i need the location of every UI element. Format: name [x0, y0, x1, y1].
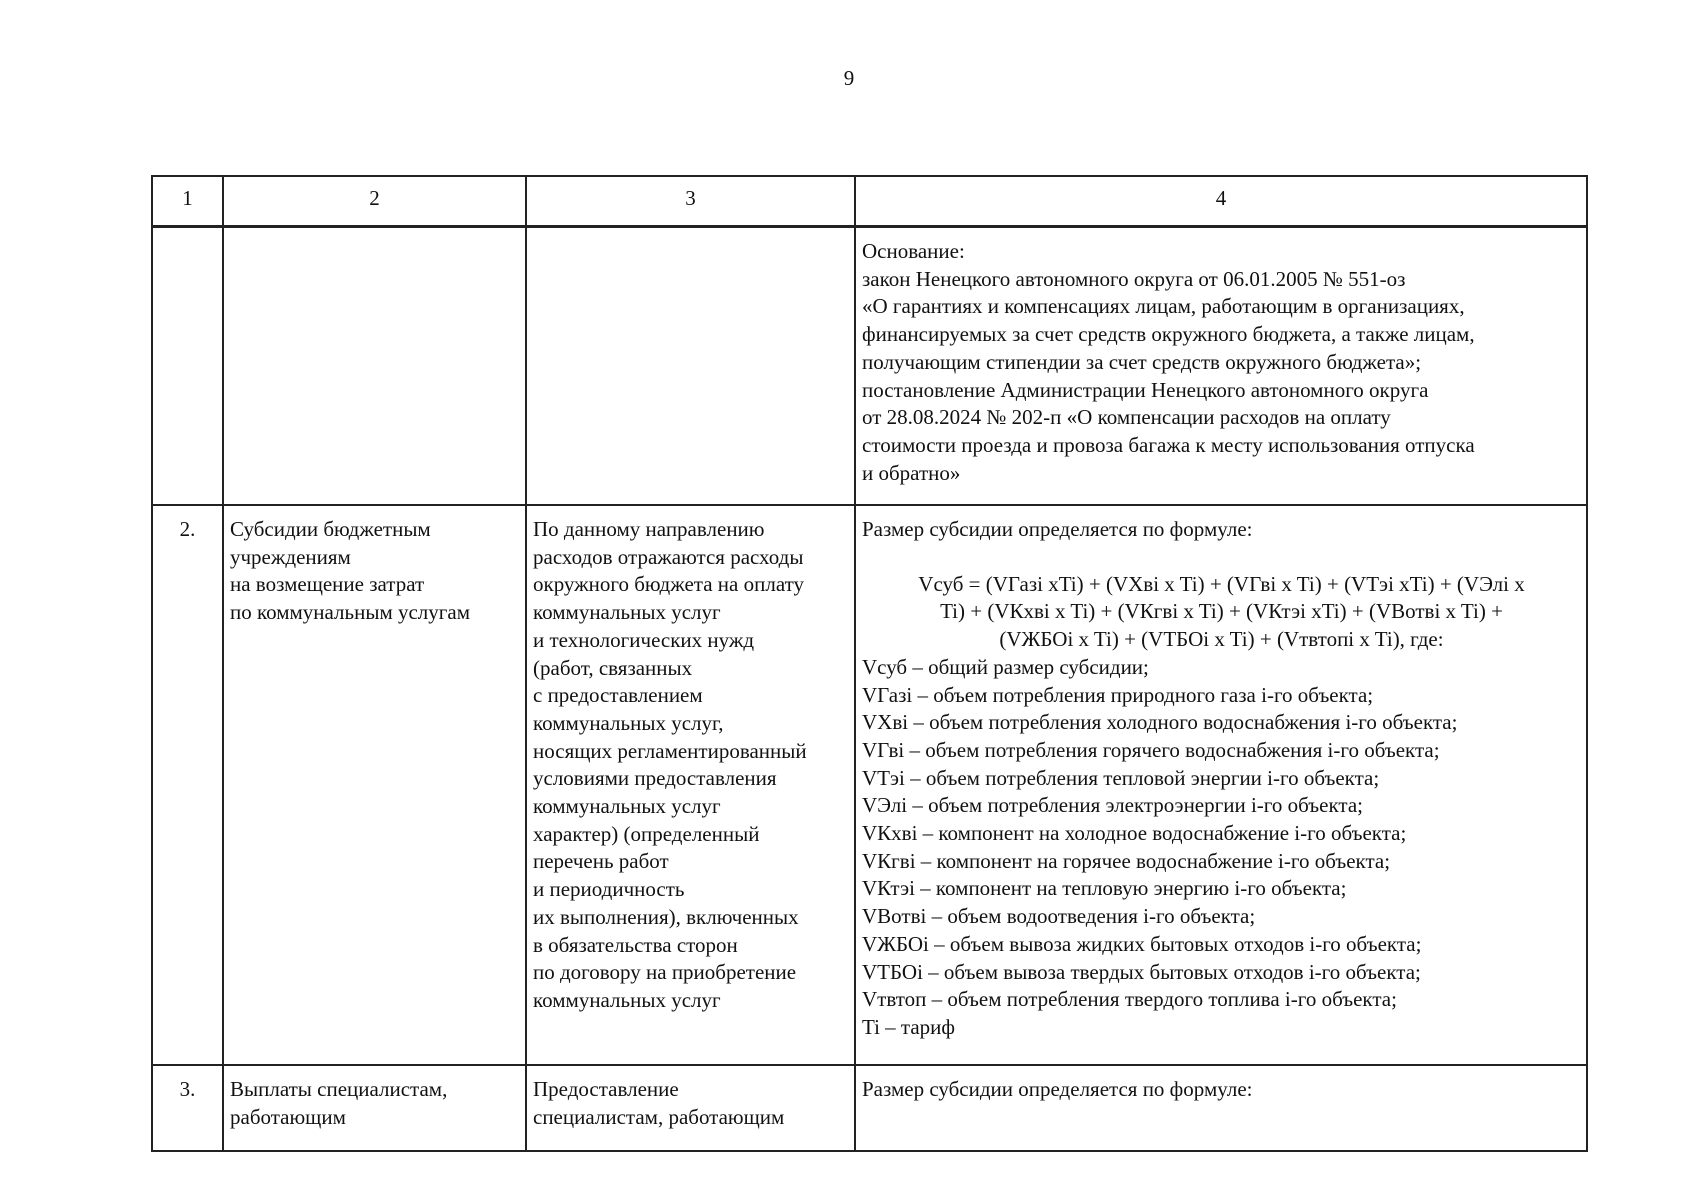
definition-line: VТБОi – объем вывоза твердых бытовых отходов i-го объекта;: [862, 959, 1421, 984]
row-2-number: 2.: [152, 505, 223, 1065]
table-row-basis: [152, 227, 1587, 506]
formula-line: Vсуб = (VГазi хTi) + (VXвi x Ti) + (VГвi x Ti) + (VТэi xTi) + (VЭлi x: [918, 571, 1525, 596]
basis-line: закон Ненецкого автономного округа от 06.01.2005 № 551-оз: [862, 266, 1406, 291]
basis-col-1: [152, 227, 223, 506]
formula-line: Ti) + (VКхвi x Ti) + (VКгвi x Ti) + (VКтэi xTi) + (VВотвi x Ti) +: [940, 599, 1503, 624]
row-2-desc-line: в обязательства сторон: [533, 932, 738, 957]
row-2-desc-line: и периодичность: [533, 877, 685, 902]
row-2-name-line: по коммунальным услугам: [230, 600, 471, 625]
definition-line: VТэi – объем потребления тепловой энергии i-го объекта;: [862, 765, 1380, 790]
row-2-desc-line: коммунальных услуг: [533, 987, 721, 1012]
row-2-formula-cell: [855, 505, 1587, 1065]
row-2-desc-line: условиями предоставления: [533, 766, 777, 791]
header-col-1: 1: [152, 176, 223, 227]
basis-line: и обратно»: [862, 460, 961, 485]
definition-line: VКхвi – компонент на холодное водоснабжение i-го объекта;: [862, 821, 1407, 846]
definition-line: VЖБОi – объем вывоза жидких бытовых отходов i-го объекта;: [862, 931, 1422, 956]
row-2-desc-line: коммунальных услуг: [533, 600, 721, 625]
row-3-description: [526, 1065, 855, 1151]
definition-line: VВотвi – объем водоотведения i-го объекта;: [862, 904, 1256, 929]
row-2-desc-line: По данному направлению: [533, 517, 765, 541]
definition-line: Vсуб – общий размер субсидии;: [862, 654, 1149, 679]
basis-line: финансируемых за счет средств окружного бюджета, а также лицам,: [862, 322, 1475, 347]
row-3-number: 3.: [152, 1065, 223, 1151]
table-row-2: [152, 505, 1587, 1065]
basis-line: «О гарантиях и компенсациях лицам, работающим в организациях,: [862, 294, 1465, 319]
row-2-desc-line: расходов отражаются расходы: [533, 544, 804, 569]
definition-line: Ti – тариф: [862, 1014, 956, 1039]
definition-line: VXвi – объем потребления холодного водоснабжения i-го объекта;: [862, 710, 1458, 735]
row-3-name-line: работающим: [230, 1104, 346, 1129]
row-3-name: [223, 1065, 526, 1151]
row-2-desc-line: коммунальных услуг,: [533, 710, 724, 735]
row-2-name-line: на возмещение затрат: [230, 572, 425, 597]
row-2-desc-line: (работ, связанных: [533, 655, 693, 680]
row-3-formula-cell: [855, 1065, 1587, 1151]
header-col-3: 3: [526, 176, 855, 227]
basis-line: постановление Администрации Ненецкого автономного округа: [862, 377, 1429, 402]
definition-line: VКтэi – компонент на тепловую энергию i-го объекта;: [862, 876, 1347, 901]
row-2-desc-line: их выполнения), включенных: [533, 904, 799, 929]
table-row-3: [152, 1065, 1587, 1151]
row-2-name-line: Субсидии бюджетным: [230, 517, 431, 541]
row-2-description: [526, 505, 855, 1065]
row-2-desc-line: с предоставлением: [533, 683, 703, 708]
row-3-formula-intro: Размер субсидии определяется по формуле:: [862, 1077, 1253, 1101]
row-2-desc-line: по договору на приобретение: [533, 960, 797, 985]
definition-line: VГазi – объем потребления природного газа i-го объекта;: [862, 682, 1374, 707]
row-2-desc-line: и технологических нужд: [533, 627, 755, 652]
definition-line: VЭлi – объем потребления электроэнергии i-го объекта;: [862, 793, 1363, 818]
row-2-desc-line: перечень работ: [533, 849, 669, 874]
basis-line: от 28.08.2024 № 202-п «О компенсации расходов на оплату: [862, 405, 1391, 430]
basis-col-2: [223, 227, 526, 506]
table-header-row: [152, 176, 1587, 227]
expense-table: [151, 175, 1588, 1152]
definition-line: Vтвтоп – объем потребления твердого топлива i-го объекта;: [862, 987, 1397, 1012]
header-col-4: 4: [855, 176, 1587, 227]
row-3-desc-line: Предоставление: [533, 1077, 679, 1101]
definition-line: VГвi – объем потребления горячего водоснабжения i-го объекта;: [862, 737, 1440, 762]
header-col-2: 2: [223, 176, 526, 227]
basis-line: Основание:: [862, 239, 965, 263]
row-3-desc-line: специалистам, работающим: [533, 1104, 785, 1129]
row-2-desc-line: носящих регламентированный: [533, 738, 807, 763]
row-3-name-line: Выплаты специалистам,: [230, 1077, 448, 1101]
basis-col-3: [526, 227, 855, 506]
row-2-name: [223, 505, 526, 1065]
formula-spacer: [862, 544, 1581, 571]
row-2-desc-line: характер) (определенный: [533, 821, 760, 846]
row-2-desc-line: окружного бюджета на оплату: [533, 572, 804, 597]
definition-line: VКгвi – компонент на горячее водоснабжение i-го объекта;: [862, 848, 1391, 873]
basis-text: [855, 227, 1587, 506]
row-2-desc-line: коммунальных услуг: [533, 794, 721, 819]
basis-line: получающим стипендии за счет средств окружного бюджета»;: [862, 349, 1422, 374]
page-number: 9: [843, 66, 855, 90]
row-2-formula-intro: Размер субсидии определяется по формуле:: [862, 517, 1253, 541]
formula-line: (VЖБОi x Ti) + (VТБОi x Ti) + (Vтвтопi x Ti), где:: [999, 627, 1444, 652]
basis-line: стоимости проезда и провоза багажа к месту использования отпуска: [862, 432, 1475, 457]
row-2-name-line: учреждениям: [230, 544, 351, 569]
